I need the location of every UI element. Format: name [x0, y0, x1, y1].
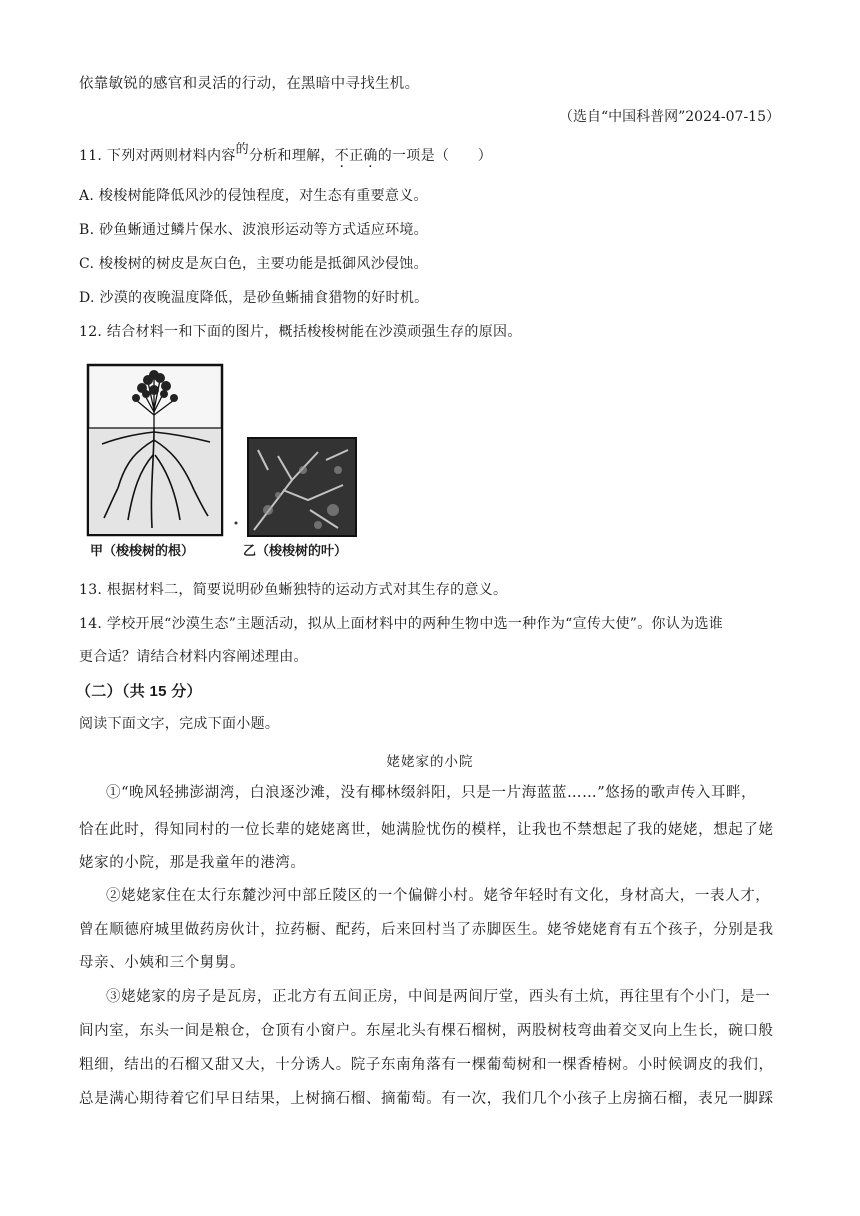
option-b: B. 砂鱼蜥通过鳞片保水、波浪形运动等方式适应环境。 — [79, 222, 428, 238]
para1-line2: 恰在此时，得知同村的一位长辈的姥姥离世，她满脸忧伤的模样，让我也不禁想起了我的姥姥，想起了姥 — [79, 822, 774, 838]
q11-prefix: 11. 下列对两则材料内容 — [79, 148, 236, 164]
top-line: 依靠敏锐的感官和灵活的行动，在黑暗中寻找生机。 — [79, 76, 420, 92]
caption-leaves: 乙（梭梭树的叶） — [243, 544, 348, 559]
source-citation: （选自“中国科普网”2024-07-15） — [558, 109, 780, 125]
option-d: D. 沙漠的夜晚温度降低，是砂鱼蜥捕食猎物的好时机。 — [79, 290, 429, 306]
para3-line3: 粗细，结出的石榴又甜又大，十分诱人。院子东南角落有一棵葡萄树和一棵香椿树。小时候调皮的我们， — [79, 1057, 774, 1073]
section-heading: （二）（共 15 分） — [76, 683, 202, 700]
q11-emphasis-2: 确 — [363, 148, 378, 164]
para3-line2: 间内室，东头一间是粮仓，仓顶有小窗户。东屋北头有棵石榴树，两股树枝弯曲着交叉向上生长，碗口般 — [79, 1023, 774, 1039]
para3-line4: 总是满心期待着它们早日结果，上树摘石榴、摘葡萄。有一次，我们几个小孩子上房摘石榴，表兄一脚踩 — [79, 1091, 774, 1107]
q11-emphasis-1: 不 — [334, 148, 350, 164]
para3-line1: ③姥姥家的房子是瓦房，正北方有五间正房，中间是两间厅堂，西头有土炕，再往里有个小门，是一 — [106, 989, 771, 1005]
q11-mid2: 正 — [349, 148, 364, 164]
question-13: 13. 根据材料二，简要说明砂鱼蜥独特的运动方式对其生存的意义。 — [79, 582, 508, 598]
para2-line3: 母亲、小姨和三个舅舅。 — [79, 955, 246, 971]
option-c: C. 梭梭树的树皮是灰白色，主要功能是抵御风沙侵蚀。 — [79, 256, 428, 272]
q11-mid: 分析和理解， — [248, 148, 335, 164]
question-14-line-1: 14. 学校开展“沙漠生态”主题活动，拟从上面材料中的两种生物中选一种作为“宣传大使”。你认为选谁 — [79, 616, 724, 632]
article-title: 姥姥家的小院 — [386, 754, 474, 770]
figure-image — [78, 360, 378, 560]
para1-line3: 姥家的小院，那是我童年的港湾。 — [79, 855, 306, 871]
para2-line1: ②姥姥家住在太行东麓沙河中部丘陵区的一个偏僻小村。姥爷年轻时有文化，身材高大，一表人才， — [106, 888, 771, 904]
q11-suffix: 的一项是（ ） — [377, 148, 493, 164]
caption-roots: 甲（梭梭树的根） — [90, 544, 195, 559]
question-14-line-2: 更合适？请结合材料内容阐述理由。 — [79, 649, 308, 665]
para2-line2: 曾在顺德府城里做药房伙计，拉药橱、配药，后来回村当了赤脚医生。姥爷姥姥育有五个孩子，分别是我 — [79, 922, 774, 938]
q11-sup: 的 — [235, 142, 249, 157]
question-12: 12. 结合材料一和下面的图片，概括梭梭树能在沙漠顽强生存的原因。 — [79, 324, 522, 340]
reading-instruction: 阅读下面文字，完成下面小题。 — [79, 716, 280, 732]
question-11 — [79, 142, 493, 167]
para1-line1: ①“晚风轻拂澎湖湾，白浪逐沙滩，没有椰林缀斜阳，只是一片海蓝蓝……”悠扬的歌声传入耳畔， — [106, 785, 757, 801]
figure-roots-and-leaves — [78, 360, 378, 560]
option-a: A. 梭梭树能降低风沙的侵蚀程度，对生态有重要意义。 — [79, 188, 428, 204]
